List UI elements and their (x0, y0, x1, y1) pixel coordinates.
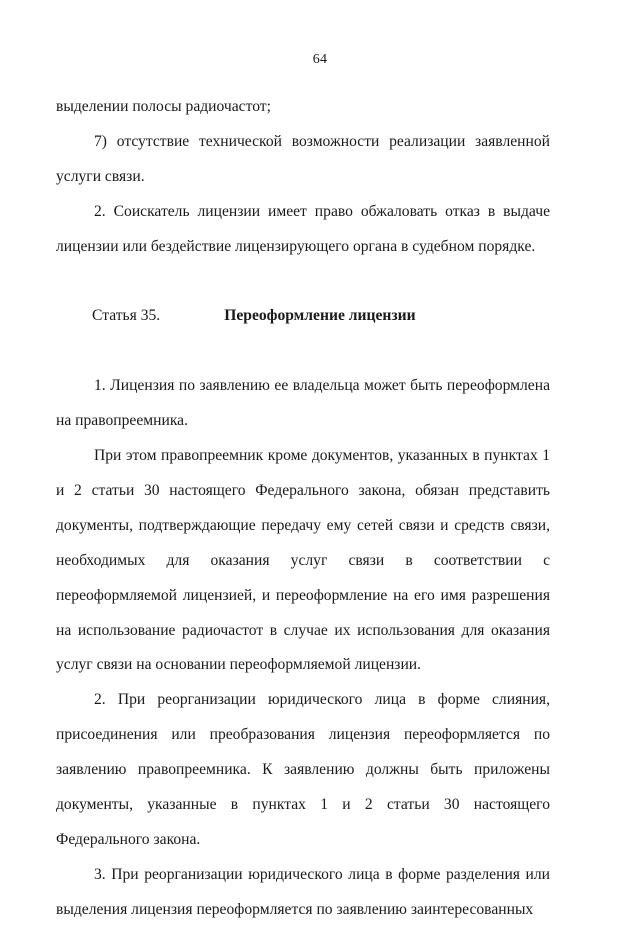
paragraph-continuation: выделении полосы радиочастот; (56, 98, 271, 115)
article-number: Статья 35. (92, 307, 161, 325)
paragraph-article-clause-1: 1. Лицензия по заявлению ее владельца может быть переоформлена на правопреемника. (56, 377, 550, 430)
page-number: 64 (312, 52, 328, 67)
article-heading (56, 265, 550, 370)
paragraph-clause-2: 2. Соискатель лицензии имеет право обжаловать отказ в выдаче лицензии или бездействие лицензирующего органа в судебном порядке. (56, 202, 550, 255)
paragraph-item-7: 7) отсутствие технической возможности реализации заявленной услуги связи. (56, 132, 550, 185)
article-title: Переоформление лицензии (224, 307, 416, 325)
paragraph-article-clause-3: 3. При реорганизации юридического лица в форме разделения или выделения лицензия переоформляется по заявлению заинтересованных (56, 865, 550, 918)
document-body (56, 90, 550, 928)
paragraph-article-clause-2: 2. При реорганизации юридического лица в форме слияния, присоединения или преобразования лицензия переоформляется по заявлению правопреемника. К заявлению должны быть приложены документы, указанные в пунктах 1 и 2 статьи 30 настоящего Федерального закона. (56, 691, 550, 848)
paragraph-successor-documents: При этом правопреемник кроме документов, указанных в пунктах 1 и 2 статьи 30 настоящего Федерального закона, обязан представить документы, подтверждающие передачу ему сетей связи и средств связи, необходимых для оказания услуг связи в соответствии с переоформляемой лицензией, и переоформление на его имя разрешения на использование радиочастот в случае их использования для оказания услуг связи на основании переоформляемой лицензии. (56, 447, 550, 674)
